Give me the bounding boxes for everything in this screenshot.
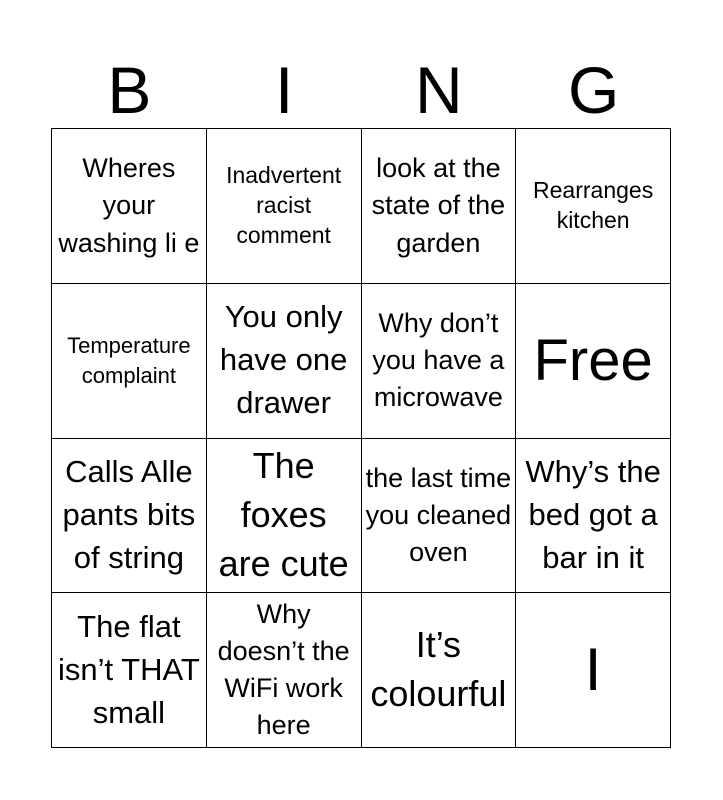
cell-text: Calls Alle pants bits of string	[62, 454, 196, 575]
bingo-cell[interactable]	[362, 593, 517, 748]
cell-text: You only have one drawer	[219, 299, 348, 420]
cell-text: The flat isn’t THAT small	[57, 608, 200, 730]
header-letter-n: N	[415, 53, 463, 127]
bingo-cell[interactable]	[516, 129, 671, 284]
cell-text: Rearranges kitchen	[533, 176, 654, 233]
free-space-cell[interactable]	[516, 284, 671, 439]
header-letter-g: G	[567, 53, 620, 127]
bingo-cell[interactable]	[207, 439, 362, 594]
bingo-cell[interactable]	[516, 593, 671, 748]
bingo-cell[interactable]	[516, 439, 671, 594]
cell-text: Why don’t you have a microwave	[372, 307, 505, 413]
cell-text: Why’s the bed got a bar in it	[525, 454, 661, 575]
bingo-cell[interactable]	[362, 129, 517, 284]
free-space-text: Free	[533, 327, 653, 393]
bingo-header	[52, 52, 671, 128]
cell-text: look at the state of the garden	[371, 153, 506, 258]
bingo-cell[interactable]	[362, 439, 517, 594]
cell-text: Inadvertent racist comment	[226, 162, 342, 248]
cell-text: the last time you cleaned oven	[365, 462, 512, 567]
cell-text: Why doesn’t the WiFi work here	[217, 598, 350, 741]
bingo-cell[interactable]	[52, 439, 207, 594]
header-letter-b: B	[107, 53, 152, 127]
bingo-card-grid	[51, 128, 671, 748]
header-letter-i: I	[274, 53, 294, 127]
cell-text: Temperature complaint	[67, 332, 191, 388]
bingo-cell[interactable]	[52, 129, 207, 284]
cell-text: Wheres your washing li e	[58, 153, 200, 258]
bingo-cell[interactable]	[207, 129, 362, 284]
cell-text: It’s colourful	[370, 624, 507, 715]
bingo-cell[interactable]	[52, 593, 207, 748]
cell-text: I	[584, 636, 602, 704]
cell-text: The foxes are cute	[218, 444, 349, 584]
bingo-cell[interactable]	[52, 284, 207, 439]
bingo-cell[interactable]	[362, 284, 517, 439]
bingo-cell[interactable]	[207, 593, 362, 748]
bingo-cell[interactable]	[207, 284, 362, 439]
